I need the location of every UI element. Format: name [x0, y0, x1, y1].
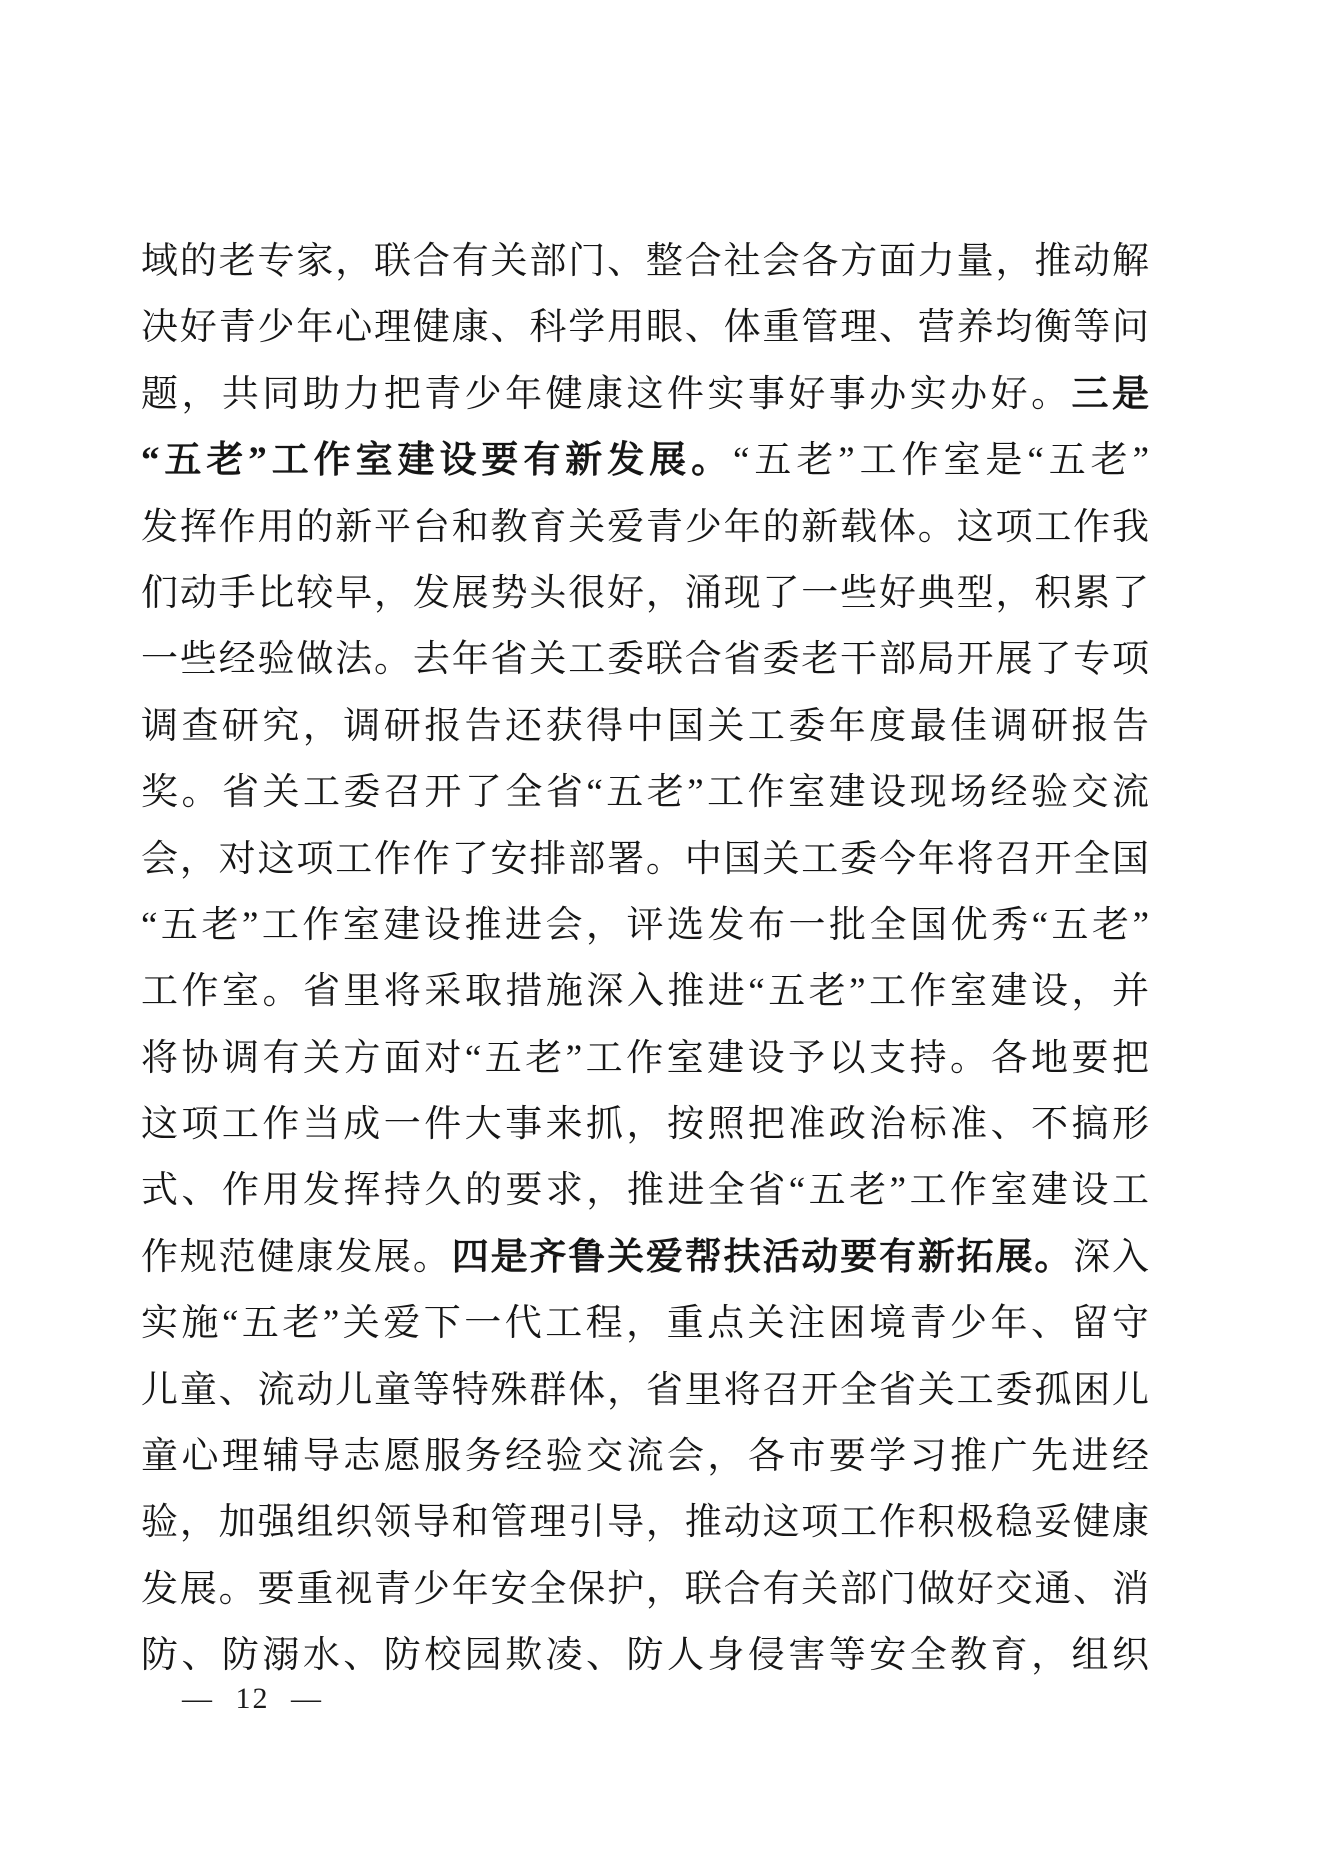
text-segment: 这项工作当成一件大事来抓，按照把准政治标准、不搞形	[141, 1104, 1149, 1146]
text-line	[141, 561, 1149, 627]
text-line	[141, 1358, 1149, 1424]
text-segment: 防、防溺水、防校园欺凌、防人身侵害等安全教育，组织	[141, 1635, 1149, 1677]
text-line	[141, 1623, 1149, 1689]
text-line	[141, 362, 1149, 428]
text-segment: 发展。要重视青少年安全保护，联合有关部门做好交通、消	[141, 1568, 1149, 1610]
bold-text-segment: 四是齐鲁关爱帮扶活动要有新拓展。	[451, 1236, 1074, 1278]
text-segment: 一些经验做法。去年省关工委联合省委老干部局开展了专项	[141, 639, 1149, 681]
text-line	[141, 428, 1149, 494]
text-segment: 深入	[1073, 1236, 1149, 1278]
text-line	[141, 827, 1149, 893]
text-segment: “五老”工作室建设推进会，评选发布一批全国优秀“五老”	[141, 904, 1149, 946]
text-line	[141, 760, 1149, 826]
text-line	[141, 229, 1149, 295]
text-segment: 验，加强组织领导和管理引导，推动这项工作积极稳妥健康	[141, 1502, 1149, 1544]
text-line	[141, 1490, 1149, 1556]
text-segment: 题，共同助力把青少年健康这件实事好事办实办好。	[141, 373, 1072, 415]
text-line	[141, 1026, 1149, 1092]
text-line	[141, 495, 1149, 561]
text-segment: 作规范健康发展。	[141, 1236, 452, 1278]
text-segment: 式、作用发挥持久的要求，推进全省“五老”工作室建设工	[141, 1170, 1149, 1212]
text-line	[141, 1557, 1149, 1623]
text-line	[141, 627, 1149, 693]
text-segment: 会，对这项工作作了安排部署。中国关工委今年将召开全国	[141, 838, 1149, 880]
text-line	[141, 959, 1149, 1025]
text-segment: 将协调有关方面对“五老”工作室建设予以支持。各地要把	[141, 1037, 1149, 1079]
text-line	[141, 893, 1149, 959]
text-segment: 发挥作用的新平台和教育关爱青少年的新载体。这项工作我	[141, 506, 1149, 548]
bold-text-segment: 三是	[1071, 373, 1149, 415]
text-segment: 们动手比较早，发展势头很好，涌现了一些好典型，积累了	[141, 572, 1149, 614]
text-line	[141, 1225, 1149, 1291]
text-segment: 工作室。省里将采取措施深入推进“五老”工作室建设，并	[141, 971, 1149, 1013]
text-line	[141, 295, 1149, 361]
bold-text-segment: “五老”工作室建设要有新发展。	[141, 440, 734, 482]
text-segment: 决好青少年心理健康、科学用眼、体重管理、营养均衡等问	[141, 307, 1149, 349]
text-line	[141, 1424, 1149, 1490]
text-segment: 儿童、流动儿童等特殊群体，省里将召开全省关工委孤困儿	[141, 1369, 1149, 1411]
text-segment: 实施“五老”关爱下一代工程，重点关注困境青少年、留守	[141, 1303, 1149, 1345]
text-line	[141, 1158, 1149, 1224]
text-line	[141, 1092, 1149, 1158]
page-number: — 12 —	[182, 1682, 323, 1715]
text-segment: 奖。省关工委召开了全省“五老”工作室建设现场经验交流	[141, 772, 1149, 814]
document-body-text	[141, 229, 1149, 1690]
text-line	[141, 1291, 1149, 1357]
text-segment: “五老”工作室是“五老”	[733, 440, 1149, 482]
text-segment: 童心理辅导志愿服务经验交流会，各市要学习推广先进经	[141, 1436, 1149, 1478]
text-line	[141, 694, 1149, 760]
text-segment: 调查研究，调研报告还获得中国关工委年度最佳调研报告	[141, 705, 1149, 747]
text-segment: 域的老专家，联合有关部门、整合社会各方面力量，推动解	[141, 241, 1149, 282]
